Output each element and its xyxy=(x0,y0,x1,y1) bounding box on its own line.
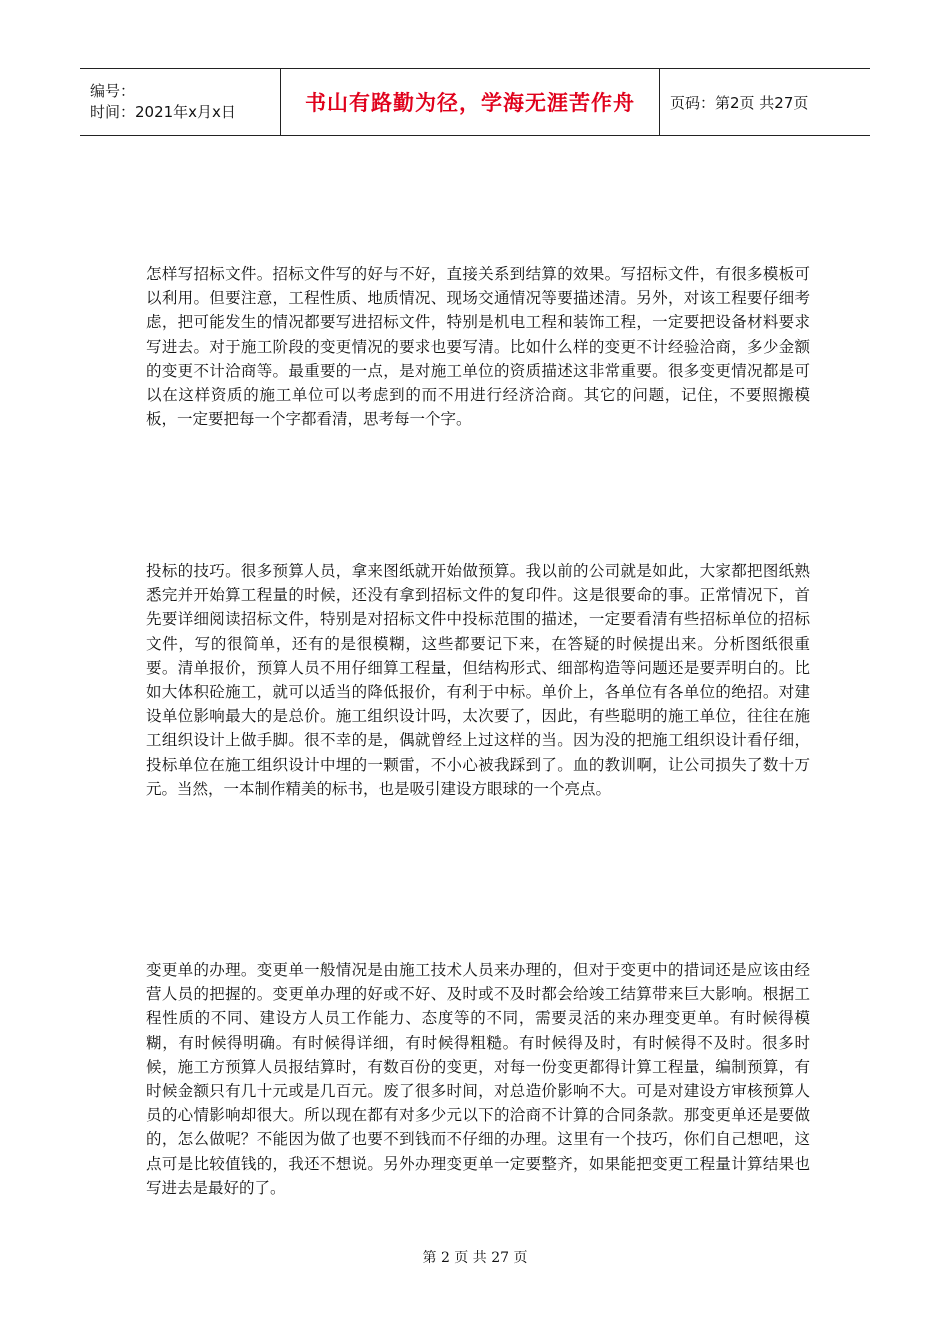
footer-page-number: 第 2 页 共 27 页 xyxy=(422,1250,528,1266)
header-meta xyxy=(80,69,280,135)
paragraph-bidding-skills: 投标的技巧。很多预算人员，拿来图纸就开始做预算。我以前的公司就是如此，大家都把图纸熟悉完并开始算工程量的时候，还没有拿到招标文件的复印件。这是很要命的事。正常情况下，首先要详细阅读招标文件，特别是对招标文件中投标范围的描述，一定要看清有些招标单位的招标文件，写的很简单，还有的是很模糊，这些都要记下来，在答疑的时候提出来。分析图纸很重要。清单报价，预算人员不用仔细算工程量，但结构形式、细部构造等问题还是要弄明白的。比如大体积砼施工，就可以适当的降低报价，有利于中标。单价上，各单位有各单位的绝招。对建设单位影响最大的是总价。施工组织设计吗，太次要了，因此，有些聪明的施工单位，往往在施工组织设计上做手脚。很不幸的是，偶就曾经上过这样的当。因为没的把施工组织设计看仔细，投标单位在施工组织设计中埋的一颗雷，不小心被我踩到了。血的教训啊，让公司损失了数十万元。当然，一本制作精美的标书，也是吸引建设方眼球的一个亮点。 xyxy=(146,562,810,798)
document-number-label: 编号： xyxy=(90,82,136,100)
paragraph-change-orders: 变更单的办理。变更单一般情况是由施工技术人员来办理的，但对于变更中的措词还是应该由经营人员的把握的。变更单办理的好或不好、及时或不及时都会给竣工结算带来巨大影响。根据工程性质的不同、建设方人员工作能力、态度等的不同，需要灵活的来办理变更单。有时候得模糊，有时候得明确。有时候得详细，有时候得粗糙。有时候得及时，有时候得不及时。很多时候，施工方预算人员报结算时，有数百份的变更，对每一份变更都得计算工程量，编制预算，有时候金额只有几十元或是几百元。废了很多时间，对总造价影响不大。可是对建设方审核预算人员的心情影响却很大。所以现在都有对多少元以下的洽商不计算的合同条款。那变更单还是要做的，怎么做呢？不能因为做了也要不到钱而不仔细的办理。这里有一个技巧，你们自己想吧，这点可是比较值钱的，我还不想说。另外办理变更单一定要整齐，如果能把变更工程量计算结果也写进去是最好的了。 xyxy=(146,961,810,1197)
paragraph-bidding-documents: 怎样写招标文件。招标文件写的好与不好，直接关系到结算的效果。写招标文件，有很多模板可以利用。但要注意，工程性质、地质情况、现场交通情况等要描述清。另外，对该工程要仔细考虑，把可能发生的情况都要写进招标文件，特别是机电工程和装饰工程，一定要把设备材料要求写进去。对于施工阶段的变更情况的要求也要写清。比如什么样的变更不计经验洽商，多少金额的变更不计洽商等。最重要的一点，是对施工单位的资质描述这非常重要。很多变更情况都是可以在这样资质的施工单位可以考虑到的而不用进行经济洽商。其它的问题，记住，不要照搬模板，一定要把每一个字都看清，思考每一个字。 xyxy=(146,265,810,429)
header-motto-cell xyxy=(280,69,660,135)
header-motto: 书山有路勤为径，学海无涯苦作舟 xyxy=(305,91,635,115)
header-page-cell xyxy=(660,69,870,135)
page-header xyxy=(80,68,870,136)
header-page-number: 页码：第2页 共27页 xyxy=(670,93,809,112)
page-footer xyxy=(0,1247,950,1267)
document-time-label: 时间：2021年x月x日 xyxy=(90,103,236,121)
